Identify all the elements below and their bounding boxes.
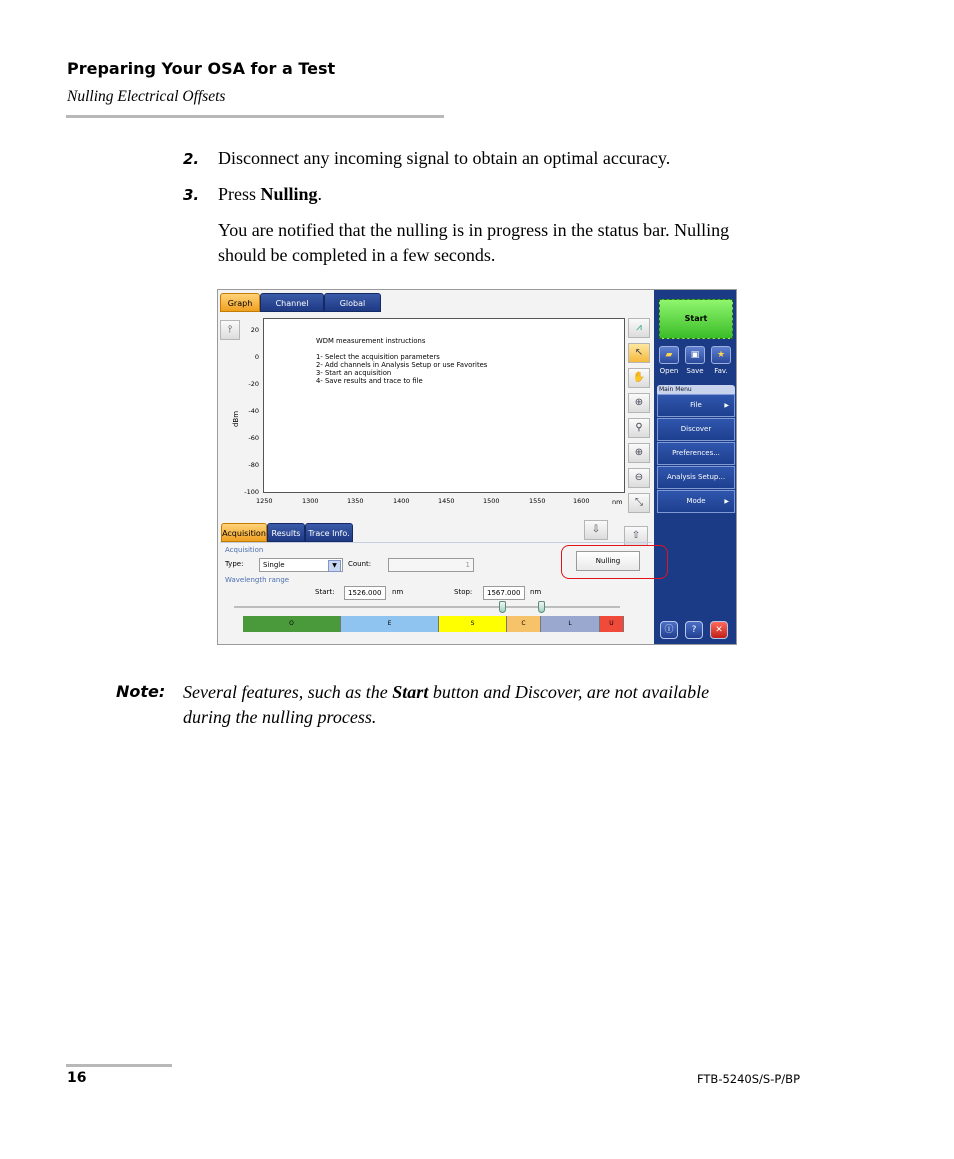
- band-u: U: [600, 616, 624, 632]
- x-tick: 1250: [256, 497, 273, 505]
- x-tick: 1350: [347, 497, 364, 505]
- auto-scale-icon[interactable]: ⩘: [628, 318, 650, 338]
- document-id: FTB-5240S/S-P/BP: [697, 1072, 801, 1086]
- y-tick: -80: [248, 461, 259, 469]
- tab-acquisition[interactable]: Acquisition: [221, 523, 267, 542]
- band-c: C: [507, 616, 541, 632]
- right-sidebar: [654, 290, 737, 645]
- range-stop-handle[interactable]: [538, 601, 545, 613]
- stop-wavelength-field[interactable]: 1567.000: [483, 586, 525, 600]
- x-tick: 1300: [302, 497, 319, 505]
- menu-item-mode[interactable]: Mode ▶: [657, 490, 735, 513]
- main-menu-header: Main Menu: [657, 385, 735, 394]
- osa-screenshot: [217, 289, 737, 645]
- stop-label: Stop:: [454, 588, 473, 596]
- submenu-arrow-icon: ▶: [724, 402, 729, 409]
- chapter-title: Preparing Your OSA for a Test: [67, 59, 336, 78]
- zoom-out-icon[interactable]: ⊖: [628, 468, 650, 488]
- x-tick: 1400: [393, 497, 410, 505]
- nulling-highlight-circle: [561, 545, 668, 579]
- tab-trace-info[interactable]: Trace Info.: [305, 523, 353, 542]
- y-tick: 0: [254, 353, 259, 361]
- step-2-text: Disconnect any incoming signal to obtain an optimal accuracy.: [218, 148, 671, 168]
- marker-tool-icon[interactable]: ⫯: [220, 320, 240, 340]
- fav-label: Fav.: [714, 367, 728, 375]
- tab-global-results[interactable]: Global: [324, 293, 381, 312]
- band-s: S: [439, 616, 507, 632]
- zoom-in-icon[interactable]: ⊕: [628, 443, 650, 463]
- y-axis-label: dBm: [232, 410, 241, 428]
- start-emphasis: Start: [392, 682, 429, 702]
- page-number: 16: [67, 1070, 87, 1086]
- x-tick: 1600: [573, 497, 590, 505]
- instructions-title: WDM measurement instructions: [316, 337, 426, 345]
- start-unit: nm: [392, 588, 404, 596]
- collapse-down-icon[interactable]: ⇩: [584, 520, 608, 540]
- instruction-line: 3- Start an acquisition: [316, 369, 392, 377]
- y-tick: -60: [248, 434, 259, 442]
- save-label: Save: [686, 367, 704, 375]
- range-start-handle[interactable]: [499, 601, 506, 613]
- x-tick: 1450: [438, 497, 455, 505]
- pointer-tool-icon[interactable]: ↖: [628, 343, 650, 363]
- stop-unit: nm: [530, 588, 542, 596]
- paragraph-line-2: should be completed in a few seconds.: [218, 245, 496, 265]
- start-button[interactable]: Start: [659, 299, 733, 339]
- note-label: Note:: [116, 682, 166, 701]
- paragraph-line-1: You are notified that the nulling is in progress in the status bar. Nulling: [218, 220, 730, 240]
- count-label: Count:: [348, 560, 372, 568]
- open-label: Open: [659, 367, 679, 375]
- open-folder-icon[interactable]: ▰: [659, 346, 679, 364]
- instruction-line: 4- Save results and trace to file: [316, 377, 423, 385]
- x-unit-label: nm: [612, 498, 623, 506]
- help-icon[interactable]: ?: [685, 621, 703, 639]
- range-slider-track[interactable]: [234, 606, 620, 608]
- instruction-line: 1- Select the acquisition parameters: [316, 353, 440, 361]
- menu-item-preferences[interactable]: Preferences...: [657, 442, 735, 465]
- x-tick: 1550: [529, 497, 546, 505]
- step-3-number: 3.: [183, 186, 200, 204]
- graph-plot-area[interactable]: [263, 318, 625, 493]
- nulling-button[interactable]: Nulling: [576, 551, 640, 571]
- y-tick: -100: [244, 488, 259, 496]
- count-field[interactable]: 1: [388, 558, 474, 572]
- footer-rule: [66, 1064, 172, 1067]
- save-disk-icon[interactable]: ▣: [685, 346, 705, 364]
- type-label: Type:: [225, 560, 244, 568]
- band-o: O: [243, 616, 341, 632]
- band-e: E: [341, 616, 439, 632]
- expand-up-icon[interactable]: ⇧: [624, 526, 648, 546]
- zoom-area-icon[interactable]: ⊕: [628, 393, 650, 413]
- chevron-down-icon[interactable]: ▼: [328, 560, 341, 572]
- hand-pan-icon[interactable]: ✋: [628, 368, 650, 388]
- x-tick: 1500: [483, 497, 500, 505]
- start-label: Start:: [315, 588, 335, 596]
- acquisition-group-label: Acquisition: [225, 546, 264, 554]
- favorite-star-icon[interactable]: ★: [711, 346, 731, 364]
- section-title: Nulling Electrical Offsets: [67, 88, 226, 105]
- menu-item-discover[interactable]: Discover: [657, 418, 735, 441]
- menu-item-file[interactable]: File ▶: [657, 394, 735, 417]
- y-tick: -20: [248, 380, 259, 388]
- submenu-arrow-icon: ▶: [724, 498, 729, 505]
- header-rule: [66, 115, 444, 118]
- panel-divider: [220, 542, 652, 543]
- type-select[interactable]: Single ▼: [259, 558, 343, 572]
- close-icon[interactable]: ✕: [710, 621, 728, 639]
- full-scale-icon[interactable]: ⤡: [628, 493, 650, 513]
- y-tick: -40: [248, 407, 259, 415]
- tab-graph[interactable]: Graph: [220, 293, 260, 312]
- start-wavelength-field[interactable]: 1526.000: [344, 586, 386, 600]
- menu-item-analysis-setup[interactable]: Analysis Setup...: [657, 466, 735, 489]
- tab-results[interactable]: Results: [267, 523, 305, 542]
- y-tick: 20: [250, 326, 259, 334]
- tab-channel-results[interactable]: Channel: [260, 293, 324, 312]
- step-2-number: 2.: [183, 150, 200, 168]
- note-text: Several features, such as the Start button and Discover, are not available during the nulling process.: [183, 682, 710, 727]
- wavelength-group-label: Wavelength range: [225, 576, 290, 584]
- zoom-icon[interactable]: ⚲: [628, 418, 650, 438]
- nulling-emphasis: Nulling: [260, 184, 318, 204]
- info-icon[interactable]: ⓘ: [660, 621, 678, 639]
- step-3-text: Press Nulling.: [218, 184, 323, 204]
- band-l: L: [541, 616, 600, 632]
- instruction-line: 2- Add channels in Analysis Setup or use Favorites: [316, 361, 488, 369]
